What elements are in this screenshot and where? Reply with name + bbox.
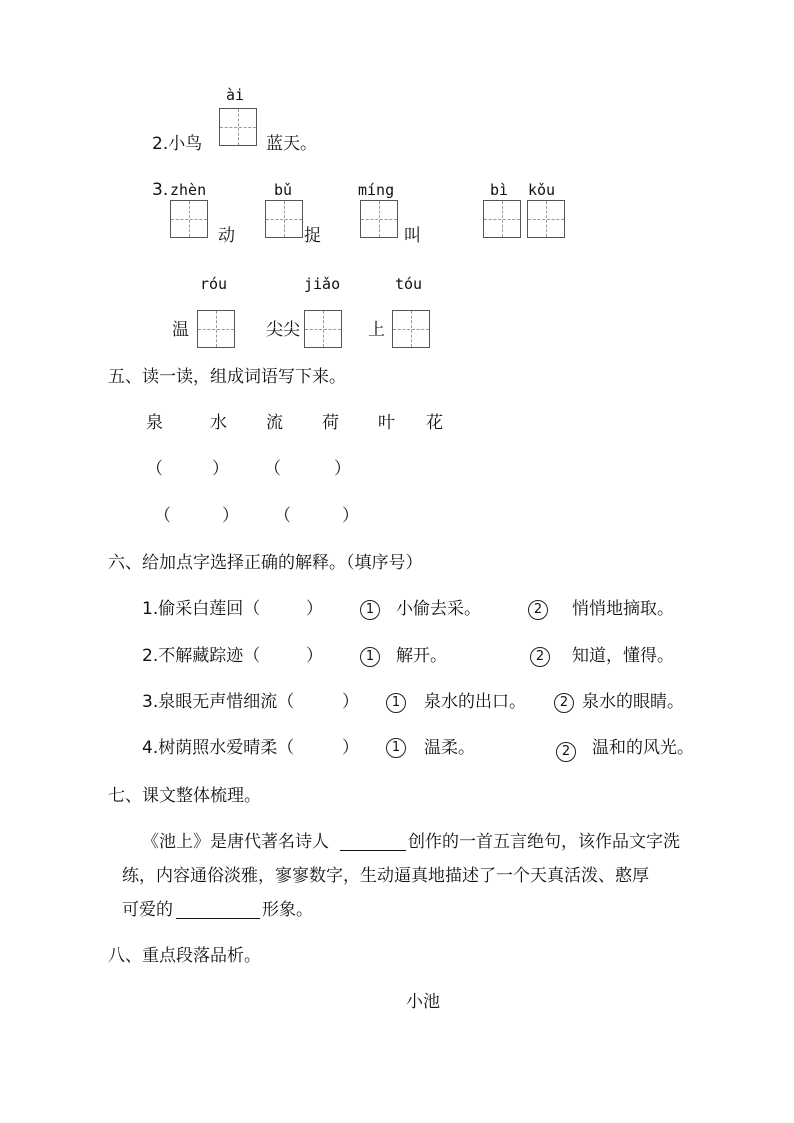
q6-item4-option2: 温和的风光。 [592,738,694,758]
q6-item1-option1: 小偷去采。 [396,599,481,619]
paren-close-3: ） [222,506,239,526]
q6-item1-option2: 悄悄地摘取。 [572,599,674,619]
option-2-circle: 2 [556,742,576,762]
word-shang: 上 [368,320,385,340]
paren-open-4: （ [274,506,291,526]
item2-after: 蓝天。 [266,134,317,154]
char-liu: 流 [266,413,283,433]
q6-item4-stem: 4.树荫照水爱晴柔（ [142,738,295,758]
pinyin-tou: tóu [395,275,423,293]
pinyin-rou: róu [200,275,228,293]
poem-title: 小池 [406,992,440,1012]
char-box-zhen[interactable] [170,200,208,238]
char-quan: 泉 [146,413,163,433]
pinyin-bu: bǔ [274,181,293,199]
word-wen: 温 [172,320,189,340]
section-7-heading: 七、课文整体梳理。 [108,786,261,806]
char-shui: 水 [210,413,227,433]
pinyin-jiao: jiǎo [304,275,341,293]
q6-item2-option2: 知道，懂得。 [572,646,674,666]
q7-line3-b: 形象。 [262,900,313,920]
item3-label: 3. [152,180,169,200]
q6-item3-option2: 泉水的眼睛。 [582,692,684,712]
pinyin-ai: ài [226,86,245,104]
char-box-tou[interactable] [392,310,430,348]
pinyin-ming: míng [358,181,395,199]
paren-close-1: ） [212,459,229,479]
pinyin-zhen: zhèn [170,181,207,199]
q6-item2-close: ） [306,646,323,666]
option-2-circle: 2 [554,693,574,713]
q6-item3-option1: 泉水的出口。 [424,692,526,712]
q6-item2-option1: 解开。 [396,646,447,666]
option-2-circle: 2 [528,600,548,620]
option-1-circle: 1 [360,647,380,667]
blank-poet[interactable] [340,850,406,851]
char-he: 荷 [322,413,339,433]
option-1-circle: 1 [386,693,406,713]
paren-close-4: ） [342,506,359,526]
option-2-circle: 2 [530,647,550,667]
q7-line3-a: 可爱的 [122,900,173,920]
section-8-heading: 八、重点段落品析。 [108,946,261,966]
pinyin-kou: kǒu [528,181,556,199]
char-box-ai[interactable] [219,108,257,146]
q6-item4-option1: 温柔。 [424,738,475,758]
blank-image[interactable] [176,918,260,919]
q6-item1-close: ） [306,599,323,619]
paren-close-2: ） [334,459,351,479]
word-jiao: 叫 [404,226,421,246]
char-box-bu[interactable] [265,200,303,238]
q6-item2-stem: 2.不解藏踪迹（ [142,646,261,666]
q7-line1-b: 创作的一首五言绝句，该作品文字洗 [408,832,680,852]
paren-open-3: （ [154,506,171,526]
pinyin-bi: bì [490,181,509,199]
char-box-jiao[interactable] [304,310,342,348]
char-box-kou[interactable] [527,200,565,238]
option-1-circle: 1 [360,600,380,620]
q7-line2: 练，内容通俗淡雅，寥寥数字，生动逼真地描述了一个天真活泼、憨厚 [122,866,649,886]
section-6-heading: 六、给加点字选择正确的解释。（填序号） [108,553,423,573]
char-box-ming[interactable] [360,200,398,238]
q6-item3-stem: 3.泉眼无声惜细流（ [142,692,295,712]
word-dong: 动 [218,226,235,246]
char-hua: 花 [426,413,443,433]
paren-open-1: （ [146,459,163,479]
q6-item3-close: ） [342,692,359,712]
char-box-bi[interactable] [483,200,521,238]
word-zhuo: 捉 [304,226,321,246]
section-5-heading: 五、读一读，组成词语写下来。 [108,367,346,387]
word-jianjian: 尖尖 [266,320,300,340]
option-1-circle: 1 [386,738,406,758]
q6-item1-stem: 1.偷采白莲回（ [142,599,261,619]
item2-before: 2.小鸟 [152,134,203,154]
char-box-rou[interactable] [197,310,235,348]
char-ye: 叶 [378,413,395,433]
q7-line1-a: 《池上》是唐代著名诗人 [142,832,329,852]
paren-open-2: （ [264,459,281,479]
q6-item4-close: ） [342,738,359,758]
